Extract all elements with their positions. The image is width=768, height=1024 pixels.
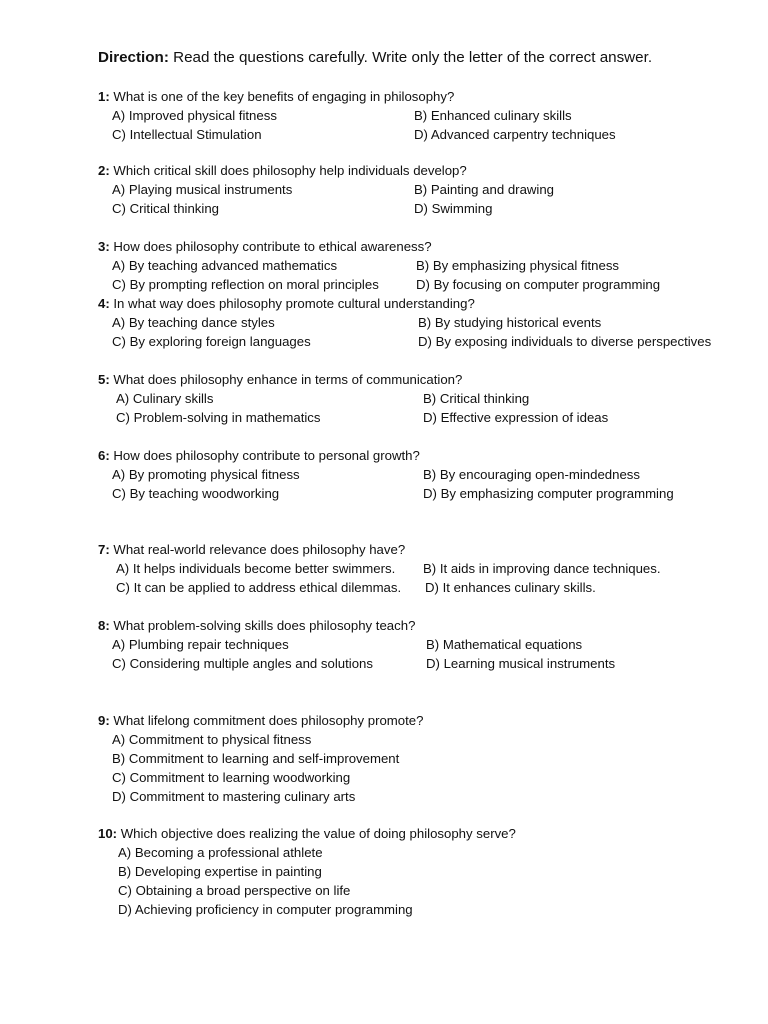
question-10 — [98, 826, 516, 842]
q5-option-c: C) Problem-solving in mathematics — [116, 410, 321, 425]
q7-option-c: C) It can be applied to address ethical dilemmas. — [116, 580, 402, 595]
q6-option-c: C) By teaching woodworking — [112, 486, 280, 501]
question-number: 1: — [98, 89, 110, 104]
question-text: Which critical skill does philosophy help individuals develop? — [109, 163, 467, 178]
direction-text: Read the questions carefully. Write only the letter of the correct answer. — [168, 49, 653, 66]
q9-option-b: B) Commitment to learning and self-improvement — [112, 751, 400, 766]
q9-option-c: C) Commitment to learning woodworking — [112, 770, 351, 785]
q10-option-a: A) Becoming a professional athlete — [118, 845, 323, 860]
q2-option-b: B) Painting and drawing — [414, 182, 555, 197]
question-number: 5: — [98, 372, 110, 387]
q4-option-b: B) By studying historical events — [418, 315, 602, 330]
q1-option-c: C) Intellectual Stimulation — [112, 127, 262, 142]
q8-option-d: D) Learning musical instruments — [426, 656, 616, 671]
q1-option-d: D) Advanced carpentry techniques — [414, 127, 616, 142]
q9-option-d: D) Commitment to mastering culinary arts — [112, 789, 356, 804]
question-2 — [98, 163, 467, 179]
q4-option-d: D) By exposing individuals to diverse perspectives — [418, 334, 712, 349]
question-number: 6: — [98, 448, 110, 463]
q10-option-d: D) Achieving proficiency in computer programming — [118, 902, 413, 917]
q4-option-a: A) By teaching dance styles — [112, 315, 275, 330]
question-text: Which objective does realizing the value of doing philosophy serve? — [117, 826, 516, 841]
question-9 — [98, 713, 423, 729]
question-7 — [98, 542, 405, 558]
q5-option-b: B) Critical thinking — [423, 391, 530, 406]
question-text: In what way does philosophy promote cultural understanding? — [109, 296, 475, 311]
question-8 — [98, 618, 415, 634]
question-number: 4: — [98, 296, 110, 311]
q7-option-a: A) It helps individuals become better swimmers. — [116, 561, 396, 576]
q8-option-b: B) Mathematical equations — [426, 637, 583, 652]
question-number: 9: — [98, 713, 110, 728]
q3-option-c: C) By prompting reflection on moral principles — [112, 277, 379, 292]
q4-option-c: C) By exploring foreign languages — [112, 334, 311, 349]
q8-option-a: A) Plumbing repair techniques — [112, 637, 289, 652]
question-text: What does philosophy enhance in terms of communication? — [109, 372, 463, 387]
question-6 — [98, 448, 420, 464]
q2-option-d: D) Swimming — [414, 201, 493, 216]
q2-option-c: C) Critical thinking — [112, 201, 219, 216]
q6-option-b: B) By encouraging open-mindedness — [423, 467, 640, 482]
q3-option-b: B) By emphasizing physical fitness — [416, 258, 620, 273]
q2-option-a: A) Playing musical instruments — [112, 182, 293, 197]
question-number: 3: — [98, 239, 110, 254]
q1-option-a: A) Improved physical fitness — [112, 108, 277, 123]
question-4 — [98, 296, 475, 312]
question-1 — [98, 89, 454, 105]
q5-option-d: D) Effective expression of ideas — [423, 410, 609, 425]
question-text: How does philosophy contribute to ethical awareness? — [109, 239, 432, 254]
question-3 — [98, 239, 432, 255]
question-number: 8: — [98, 618, 110, 633]
question-text: What problem-solving skills does philosophy teach? — [109, 618, 416, 633]
question-text: How does philosophy contribute to personal growth? — [109, 448, 420, 463]
question-number: 2: — [98, 163, 110, 178]
question-text: What lifelong commitment does philosophy promote? — [109, 713, 424, 728]
q6-option-a: A) By promoting physical fitness — [112, 467, 300, 482]
q9-option-a: A) Commitment to physical fitness — [112, 732, 312, 747]
q1-option-b: B) Enhanced culinary skills — [414, 108, 572, 123]
direction-line — [98, 48, 652, 68]
question-text: What real-world relevance does philosophy have? — [109, 542, 406, 557]
q7-option-d: D) It enhances culinary skills. — [425, 580, 596, 595]
q10-option-c: C) Obtaining a broad perspective on life — [118, 883, 351, 898]
question-text: What is one of the key benefits of engaging in philosophy? — [109, 89, 455, 104]
question-number: 7: — [98, 542, 110, 557]
q5-option-a: A) Culinary skills — [116, 391, 214, 406]
q3-option-d: D) By focusing on computer programming — [416, 277, 661, 292]
q10-option-b: B) Developing expertise in painting — [118, 864, 322, 879]
q7-option-b: B) It aids in improving dance techniques. — [423, 561, 661, 576]
question-number: 10: — [98, 826, 118, 841]
q3-option-a: A) By teaching advanced mathematics — [112, 258, 338, 273]
q6-option-d: D) By emphasizing computer programming — [423, 486, 674, 501]
direction-label: Direction: — [98, 49, 169, 66]
q8-option-c: C) Considering multiple angles and solutions — [112, 656, 373, 671]
question-5 — [98, 372, 462, 388]
